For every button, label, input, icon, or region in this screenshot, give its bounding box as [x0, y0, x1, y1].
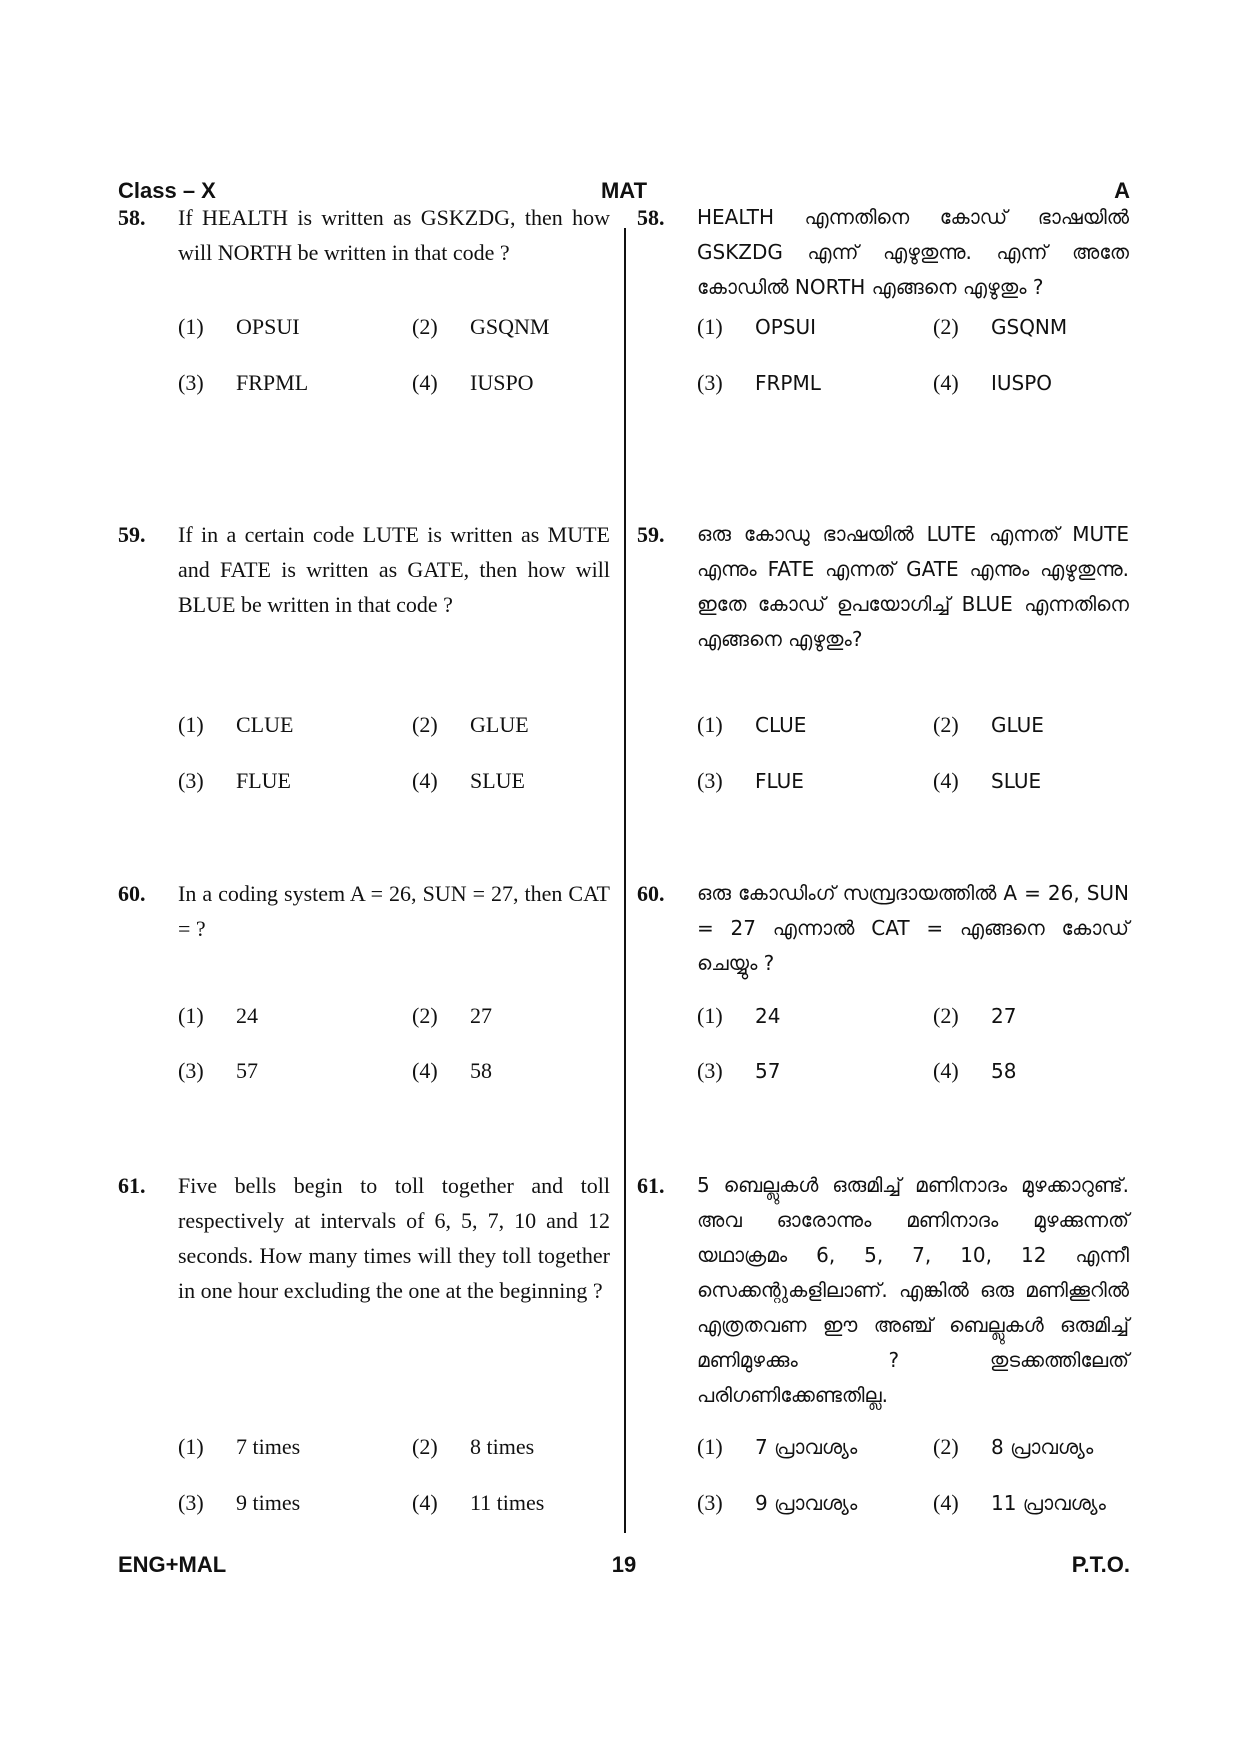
column-divider	[624, 228, 626, 1533]
page-number: 19	[611, 1552, 637, 1577]
option-text: GSQNM	[991, 315, 1068, 339]
option-number: (1)	[178, 712, 204, 737]
option-text: GLUE	[470, 712, 529, 737]
question-number: 58.	[118, 205, 146, 230]
option-text: GLUE	[991, 713, 1044, 737]
option-number: (1)	[697, 712, 723, 737]
header-class-label: Class – X	[118, 178, 216, 203]
option-number: (3)	[178, 768, 204, 793]
option-number: (4)	[412, 1058, 438, 1083]
option-number: (1)	[178, 1434, 204, 1459]
option-text: 11 times	[470, 1490, 545, 1515]
question-text: In a coding system A = 26, SUN = 27, then CAT = ?	[178, 881, 610, 941]
option-number: (4)	[412, 1490, 438, 1515]
option-number: (3)	[697, 768, 723, 793]
question-text: If HEALTH is written as GSKZDG, then how will NORTH be written in that code ?	[178, 205, 610, 265]
option-text: SLUE	[991, 769, 1042, 793]
question-text: If in a certain code LUTE is written as MUTE and FATE is written as GATE, then how will BLUE be written in that code ?	[178, 522, 610, 617]
option-text: IUSPO	[470, 370, 534, 395]
option-text: 9 പ്രാവശ്യം	[755, 1491, 858, 1515]
question-number: 59.	[637, 522, 665, 547]
option-text: 58	[470, 1058, 492, 1083]
option-number: (4)	[933, 768, 959, 793]
option-text: 9 times	[236, 1490, 301, 1515]
option-number: (1)	[697, 314, 723, 339]
question-number: 61.	[637, 1173, 665, 1198]
option-text: GSQNM	[470, 314, 550, 339]
option-text: 27	[991, 1004, 1017, 1028]
question-number: 58.	[637, 205, 665, 230]
question-number: 59.	[118, 522, 146, 547]
option-text: 58	[991, 1059, 1017, 1083]
option-number: (1)	[697, 1003, 723, 1028]
option-number: (4)	[412, 370, 438, 395]
question-number: 60.	[637, 881, 665, 906]
option-number: (4)	[933, 1058, 959, 1083]
option-text: IUSPO	[991, 371, 1053, 395]
question-number: 61.	[118, 1173, 146, 1198]
question-text: 5 ബെല്ലുകൾ ഒരുമിച്ച് മണിനാദം മുഴക്കാറുണ്ട്. അവ ഓരോന്നും മണിനാദം മുഴക്കുന്നത് യഥാക്രമം 6, 5, 7, 10, 12 എന്നീ സെക്കന്റുകളിലാണ്. എങ്കിൽ ഒരു മണിക്കൂറിൽ എത്രതവണ ഈ അഞ്ച് ബെല്ലുകൾ ഒരുമിച്ച് മണിമുഴക്കും ? തുടക്കത്തിലേത് പരിഗണിക്കേണ്ടതില്ല.	[697, 1173, 1129, 1407]
option-number: (4)	[412, 768, 438, 793]
option-number: (2)	[933, 1003, 959, 1028]
option-number: (3)	[697, 370, 723, 395]
option-text: CLUE	[236, 712, 294, 737]
footer-language-label: ENG+MAL	[118, 1552, 227, 1577]
question-number: 60.	[118, 881, 146, 906]
option-text: OPSUI	[755, 315, 817, 339]
page-footer	[118, 1552, 1130, 1588]
option-number: (3)	[178, 1058, 204, 1083]
option-text: FLUE	[755, 769, 804, 793]
option-number: (2)	[412, 1003, 438, 1028]
option-text: 24	[755, 1004, 781, 1028]
option-number: (2)	[933, 314, 959, 339]
header-series-label: A	[1114, 178, 1130, 203]
header-subject-label: MAT	[600, 178, 648, 203]
option-number: (2)	[412, 712, 438, 737]
option-number: (4)	[933, 370, 959, 395]
option-text: SLUE	[470, 768, 525, 793]
option-text: 57	[755, 1059, 781, 1083]
footer-pto-label: P.T.O.	[1071, 1552, 1130, 1577]
option-number: (3)	[178, 370, 204, 395]
option-number: (1)	[178, 1003, 204, 1028]
option-text: FLUE	[236, 768, 291, 793]
option-text: 24	[236, 1003, 258, 1028]
option-number: (3)	[697, 1058, 723, 1083]
option-text: 7 times	[236, 1434, 301, 1459]
question-text: ഒരു കോഡു ഭാഷയിൽ LUTE എന്നത് MUTE എന്നും FATE എന്നത് GATE എന്നും എഴുതുന്നു. ഇതേ കോഡ് ഉപയോഗിച്ച് BLUE എന്നതിനെ എങ്ങനെ എഴുതും?	[697, 522, 1129, 651]
option-number: (4)	[933, 1490, 959, 1515]
option-text: FRPML	[236, 370, 309, 395]
question-text: HEALTH എന്നതിനെ കോഡ് ഭാഷയിൽ GSKZDG എന്ന് എഴുതുന്നു. എന്ന് അതേ കോഡിൽ NORTH എങ്ങനെ എഴുതും ?	[697, 205, 1129, 299]
option-number: (1)	[697, 1434, 723, 1459]
option-number: (1)	[178, 314, 204, 339]
option-text: 57	[236, 1058, 258, 1083]
option-number: (3)	[697, 1490, 723, 1515]
option-text: 11 പ്രാവശ്യം	[991, 1491, 1106, 1515]
option-text: FRPML	[755, 371, 821, 395]
option-text: CLUE	[755, 713, 807, 737]
option-number: (2)	[412, 1434, 438, 1459]
option-text: 27	[470, 1003, 492, 1028]
option-number: (3)	[178, 1490, 204, 1515]
question-text: ഒരു കോഡിംഗ് സമ്പ്രദായത്തിൽ A = 26, SUN = 27 എന്നാൽ CAT = എങ്ങനെ കോഡ് ചെയ്യും ?	[697, 881, 1129, 975]
option-number: (2)	[933, 1434, 959, 1459]
option-number: (2)	[412, 314, 438, 339]
option-text: 7 പ്രാവശ്യം	[755, 1435, 858, 1459]
option-text: 8 times	[470, 1434, 535, 1459]
option-text: 8 പ്രാവശ്യം	[991, 1435, 1094, 1459]
question-text: Five bells begin to toll together and toll respectively at intervals of 6, 5, 7, 10 and 12 seconds. How many times will they toll together in one hour excluding the one at the beginning ?	[178, 1173, 610, 1303]
option-text: OPSUI	[236, 314, 300, 339]
option-number: (2)	[933, 712, 959, 737]
